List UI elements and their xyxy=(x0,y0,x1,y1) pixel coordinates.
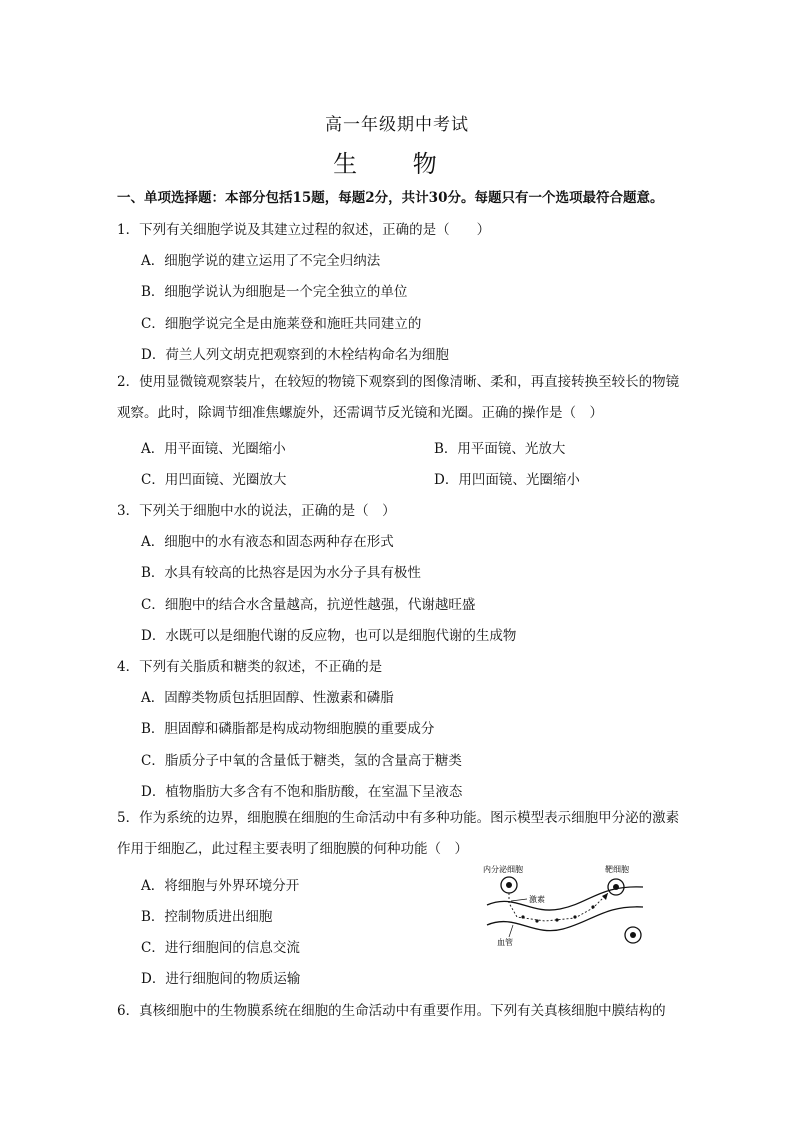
question-3-option-c: C．细胞中的结合水含量越高，抗逆性越强，代谢越旺盛 xyxy=(141,597,476,613)
question-5-stem: 5．作为系统的边界，细胞膜在细胞的生命活动中有多种功能。图示模型表示细胞甲分泌的激素作用于细胞乙，此过程主要表明了细胞膜的何种功能（ ） xyxy=(117,810,680,857)
question-3-option-d: D．水既可以是细胞代谢的反应物，也可以是细胞代谢的生成物 xyxy=(141,628,517,644)
hormone-dot xyxy=(573,915,576,918)
vessel-leader-line xyxy=(509,925,513,937)
vessel-wall-upper xyxy=(487,887,643,910)
target-cell-nucleus xyxy=(613,884,619,890)
question-2-option-b: B．用平面镜、光放大 xyxy=(434,441,566,457)
hormone-dot xyxy=(555,918,558,921)
question-2-option-a: A．用平面镜、光圈缩小 xyxy=(141,441,286,457)
question-4-option-c: C．脂质分子中氧的含量低于糖类，氢的含量高于糖类 xyxy=(141,753,462,769)
question-2-option-d: D．用凹面镜、光圈缩小 xyxy=(434,472,580,488)
question-2-stem: 2．使用显微镜观察装片，在较短的物镜下观察到的图像清晰、柔和，再直接转换至较长的物镜观察。此时，除调节细准焦螺旋外，还需调节反光镜和光圈。正确的操作是（ ） xyxy=(117,374,680,421)
secretory-cell-nucleus xyxy=(506,882,512,888)
question-5-option-b: B．控制物质进出细胞 xyxy=(141,909,273,925)
hormone-signaling-figure xyxy=(475,863,650,953)
question-3-option-a: A．细胞中的水有液态和固态两种存在形式 xyxy=(141,534,394,550)
question-4-option-d: D．植物脂肪大多含有不饱和脂肪酸，在室温下呈液态 xyxy=(141,784,463,800)
hormone-dot xyxy=(521,915,524,918)
label-hormone: 激素 xyxy=(529,895,545,904)
section-heading: 一、单项选择题：本部分包括15题，每题2分，共计30分。每题只有一个选项最符合题意。 xyxy=(117,190,664,206)
hormone-dot xyxy=(535,919,538,922)
label-target-cell: 靶细胞 xyxy=(605,865,629,874)
exam-title: 高一年级期中考试 xyxy=(325,115,469,135)
question-3-option-b: B．水具有较高的比热容是因为水分子具有极性 xyxy=(141,565,421,581)
question-4-stem: 4．下列有关脂质和糖类的叙述，不正确的是 xyxy=(117,659,383,675)
question-1-option-c: C．细胞学说完全是由施莱登和施旺共同建立的 xyxy=(141,316,422,332)
other-cell-nucleus xyxy=(630,932,636,938)
question-5-option-c: C．进行细胞间的信息交流 xyxy=(141,940,300,956)
question-6-stem: 6．真核细胞中的生物膜系统在细胞的生命活动中有重要作用。下列有关真核细胞中膜结构的 xyxy=(117,1003,666,1019)
question-3-stem: 3．下列关于细胞中水的说法，正确的是（ ） xyxy=(117,503,396,519)
question-2-option-c: C．用凹面镜、光圈放大 xyxy=(141,472,287,488)
hormone-dot xyxy=(591,905,594,908)
question-1-option-a: A．细胞学说的建立运用了不完全归纳法 xyxy=(141,253,381,269)
question-5-option-d: D．进行细胞间的物质运输 xyxy=(141,971,301,987)
label-vessel: 血管 xyxy=(497,938,513,947)
subject-title: 生 物 xyxy=(333,150,461,178)
question-1-stem: 1．下列有关细胞学说及其建立过程的叙述，正确的是（ ） xyxy=(117,222,491,238)
question-5-option-a: A．将细胞与外界环境分开 xyxy=(141,878,300,894)
question-1-option-b: B．细胞学说认为细胞是一个完全独立的单位 xyxy=(141,284,408,300)
question-4-option-b: B．胆固醇和磷脂都是构成动物细胞膜的重要成分 xyxy=(141,721,435,737)
question-4-option-a: A．固醇类物质包括胆固醇、性激素和磷脂 xyxy=(141,690,394,706)
label-secretory-cell: 内分泌细胞 xyxy=(483,865,523,874)
question-1-option-d: D．荷兰人列文胡克把观察到的木栓结构命名为细胞 xyxy=(141,347,449,363)
hormone-leader-line xyxy=(511,899,527,901)
hormone-arrowhead xyxy=(602,893,608,900)
vessel-wall-lower xyxy=(487,907,643,931)
